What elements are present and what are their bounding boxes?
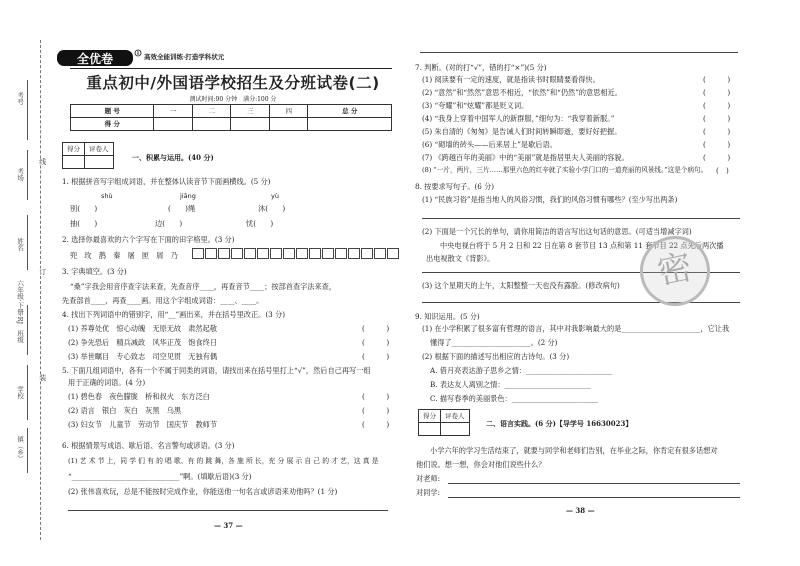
- kaochang-label: 考场: [16, 168, 25, 181]
- q6-2-text: (2) 张伟喜欢玩，总是不能按时完成作业，你能送他一句名言或谚语来劝他吗？(1 分): [68, 487, 338, 496]
- score-header-cell: 二: [192, 105, 231, 118]
- grader-score-cell[interactable]: [419, 423, 441, 436]
- q9-2-text: (2) 根据下面的描述写出相应的古诗句。(3 分): [422, 352, 570, 361]
- binding-ding: 订: [38, 268, 47, 275]
- section-2-title: 二、语言实践。(6 分)【导学号 16630023】: [486, 419, 633, 428]
- q7-item: (4) “我身上穿着中国军人的新群服，”细句为：“我穿着新服。”: [422, 114, 615, 123]
- answer-paren[interactable]: ( ): [716, 166, 729, 175]
- section-1-title: 一、积累与运用。(40 分): [132, 153, 214, 162]
- brand-logo: [56, 48, 142, 68]
- answer-paren[interactable]: ( ): [703, 114, 731, 123]
- score-header-cell: 四: [269, 105, 308, 118]
- answer-paren[interactable]: ( ): [703, 153, 731, 162]
- q5-text: 5. 下面几组词语中，各有一个不属于同类的词语，请找出来在括号里打上“√”，然后自己再写一组: [62, 366, 371, 375]
- q2-chars: 兜 玫 鹊 秦 屠 匣 屑 乃: [70, 251, 178, 260]
- answer-line[interactable]: [422, 218, 740, 219]
- answer-paren[interactable]: ( ): [362, 406, 390, 415]
- q10-text: 小学六年的学习生活结束了，就要与同学和老师们告别，在毕业之际，你肯定有很多话想对: [430, 446, 718, 455]
- test-info: 测试时间:90 分钟 满分:100 分: [189, 96, 277, 103]
- q8-2-text: (2) 下面是一个冗长的单句，请你用简洁的语言写出这句话的意思。(可适当增减字词): [422, 227, 692, 236]
- q7-item: (8) “一片，两片，三片……那里六色的红辛就了实验小学门口的一道亮丽的风景线。”这是个病句。: [422, 166, 708, 174]
- q3-line2: 先查部首____，再查____画。用这个字组成词语：____、____。: [62, 296, 264, 305]
- to-teacher-line[interactable]: [448, 483, 740, 484]
- svg-text:R: R: [136, 51, 140, 56]
- xuexiao-label: 学校: [16, 386, 25, 399]
- grader-reviewer-cell[interactable]: [85, 156, 114, 169]
- q2-text: 2. 选择你最喜欢的六个字写在下面的田字格里。(3 分): [62, 235, 235, 244]
- q10-text-cont: 他们说。想一想，你会对他们说些什么？: [416, 460, 546, 469]
- answer-paren[interactable]: ( ): [703, 101, 731, 110]
- page-number-right: — 38 —: [566, 506, 595, 515]
- q6-text: 6. 根据情景写成语、歇后语、名言警句或谚语。(3 分): [62, 441, 235, 450]
- score-cell[interactable]: [231, 118, 270, 131]
- answer-paren[interactable]: ( ): [362, 392, 390, 401]
- xingming-field[interactable]: [27, 215, 28, 270]
- q9-text: 9. 知识运用。(5 分): [415, 312, 480, 321]
- q2-grid[interactable]: [192, 248, 400, 259]
- header-rule: [70, 68, 392, 69]
- brand-slogan: 高效全能训练·打造学科状元: [144, 53, 225, 61]
- banji-label: 班级: [16, 330, 25, 343]
- answer-paren[interactable]: ( ): [703, 127, 731, 136]
- q1-blank[interactable]: 沐( ): [258, 204, 286, 213]
- score-cell[interactable]: [154, 118, 193, 131]
- answer-paren[interactable]: ( ): [703, 88, 731, 97]
- score-row-label: 得 分: [71, 118, 154, 131]
- q8-3-text: (3) 这个星期天的上午，太阳整整一天也没有露脸。(修改病句): [422, 281, 620, 290]
- score-header-cell: 三: [231, 105, 270, 118]
- q7-item: (3) “夸耀”和“炫耀”都是贬义词。: [422, 101, 529, 110]
- brand-logo-text: 全优卷: [76, 52, 114, 66]
- q1-blank[interactable]: 别( ): [70, 204, 98, 213]
- q8-2-sentence: 中央电视台将于 5 月 2 日和 22 日在第 8 套节目 13 点和第 11 套节目 22 点先后两次播: [440, 241, 724, 250]
- edition-label: 六年级·下册·RJ: [16, 280, 25, 325]
- answer-paren[interactable]: ( ): [703, 140, 731, 149]
- q7-item: (6) “砌墙的砖头——后来居上”是歇后语。: [422, 140, 557, 149]
- page-title: 重点初中/外国语学校招生及分班试卷(二): [86, 74, 380, 92]
- score-cell[interactable]: [308, 118, 392, 131]
- q7-item: (5) 朱自清的《匆匆》是告诫人们时间转瞬即逝，要好好把握。: [422, 127, 622, 136]
- to-classmate-line[interactable]: [448, 497, 740, 498]
- page-number-left: — 37 —: [214, 521, 243, 530]
- xiang-field[interactable]: [27, 428, 28, 473]
- q1-blank[interactable]: 抽( ): [70, 219, 98, 228]
- answer-paren[interactable]: ( ): [362, 420, 390, 429]
- q9-1-text[interactable]: (1) 在小学积累了很多富有哲理的语言，其中对我影响最大的是______________________，它让我: [422, 324, 730, 333]
- grader-score-label: 得分: [419, 410, 441, 423]
- q3-line1: “桑”字我会用音序查字法来查，先查音序____，再查音节____；按部首查字法来查，: [70, 282, 337, 291]
- answer-paren[interactable]: ( ): [362, 324, 390, 333]
- answer-paren[interactable]: ( ): [362, 338, 390, 347]
- binding-zhuang: 装: [38, 374, 47, 381]
- score-cell[interactable]: [269, 118, 308, 131]
- q9-1-text-cont[interactable]: 懂得了______________________。(2 分): [430, 338, 558, 347]
- q8-1-text: (1) “民族习俗”是指当地人的风俗习惯，我们的风俗习惯有哪些？(至少写出两条): [422, 195, 678, 204]
- grader-score-label: 得分: [63, 143, 85, 156]
- q7-item: (2) “意然”和“然然”意思不相近，“依然”和“仍然”的意思相近。: [422, 88, 622, 97]
- q6-1-blank[interactable]: “______________________________”啊。(填歇后语)(3 分): [68, 472, 252, 481]
- binding-cut-line: [40, 40, 41, 540]
- grader-box-1: [62, 142, 114, 169]
- answer-line[interactable]: [420, 52, 738, 53]
- score-table: [70, 104, 392, 131]
- q1-text: 1. 根据拼音写字组成词语，并在整体认读音节下面画横线。(5 分): [62, 177, 271, 186]
- q8-text: 8. 按要求写句子。(6 分): [415, 182, 495, 191]
- q9-2-item[interactable]: C. 描写春季的美丽景色：________________________: [430, 394, 598, 403]
- q7-item: (1) 阅读要有一定的速度，就是指读书时眼睛要看得快。: [422, 75, 600, 84]
- score-header-cell: 一: [154, 105, 193, 118]
- q1-blank[interactable]: 忧( ): [246, 219, 274, 228]
- xiang-label: 镇（乡）: [16, 436, 25, 462]
- xingming-label: 姓名: [16, 238, 25, 251]
- kaochang-field[interactable]: [27, 150, 28, 200]
- q9-2-item[interactable]: B. 表达友人离别之情：________________________: [430, 380, 591, 389]
- xuexiao-field[interactable]: [27, 365, 28, 420]
- q4-item: (1) 养尊处优 惊心动魄 无原无故 肃然起敬: [68, 324, 218, 333]
- q5-item: (3) 妇女节 儿童节 劳动节 国庆节 教师节: [68, 420, 218, 429]
- kaohao-field[interactable]: [27, 80, 28, 140]
- to-classmate-label: 对同学:: [416, 488, 440, 497]
- q4-item: (2) 争先恐后 精兵减政 风华正茂 饱食终日: [68, 338, 218, 347]
- answer-line[interactable]: [68, 510, 388, 511]
- score-header-cell: 总 分: [308, 105, 392, 118]
- kaohao-label: 考号: [16, 92, 25, 105]
- binding-xian: 线: [38, 158, 47, 165]
- score-header-cell: 题 号: [71, 105, 154, 118]
- answer-paren[interactable]: ( ): [362, 352, 390, 361]
- q3-text: 3. 字典填空。(3 分): [62, 267, 127, 276]
- grader-score-cell[interactable]: [63, 156, 85, 169]
- grader-reviewer-cell[interactable]: [441, 423, 470, 436]
- q4-item: (3) 举世瞩目 专心致志 司空见贯 无独有偶: [68, 352, 218, 361]
- q1-pinyin: yù: [271, 192, 279, 200]
- q5-item: (2) 语言 银白 灰白 灰黑 乌黑: [68, 406, 182, 415]
- q8-2-sentence-cont: 出电视散文《背影》。: [426, 254, 495, 263]
- q9-2-item[interactable]: A. 借月亮表达游子思乡之情：________________________: [430, 366, 613, 375]
- q6-1-text: (1) 艺 术 节 上，同 学 们 有 的 唱 歌、有 的 跳 舞，各 施 所 长，充 分 展 示 自 己 的 才 艺，这 真 是: [68, 457, 379, 465]
- grader-reviewer-label: 评卷人: [441, 410, 470, 423]
- grader-reviewer-label: 评卷人: [85, 143, 114, 156]
- q1-pinyin: jiāng: [180, 192, 196, 200]
- score-cell[interactable]: [192, 118, 231, 131]
- q1-pinyin: shù: [101, 192, 113, 200]
- q4-text: 4. 找出下列词语中的错别字，用“__”画出来，并在括号里改正。(3 分): [62, 310, 286, 319]
- grader-box-2: [418, 409, 470, 436]
- q5-item: (1) 碧色春 夜色朦胧 桥和叔火 东方泛白: [68, 392, 210, 401]
- q7-item: (7) 《跨越百年的美丽》中的“美丽”就是指居里夫人美丽的容貌。: [422, 153, 629, 162]
- q1-blank[interactable]: ( )绳: [168, 204, 196, 213]
- q5-text-cont: 用于正确的词语。(4 分): [68, 378, 146, 387]
- banji-field[interactable]: [27, 305, 28, 355]
- answer-line[interactable]: [422, 302, 740, 303]
- to-teacher-label: 对老师:: [416, 474, 440, 483]
- q7-text: 7. 判断。(对的打“√”，错的打“×”)(5 分): [415, 63, 547, 72]
- confidential-stamp: 密: [633, 229, 716, 312]
- answer-paren[interactable]: ( ): [703, 75, 731, 84]
- q1-blank[interactable]: 边( ): [155, 219, 183, 228]
